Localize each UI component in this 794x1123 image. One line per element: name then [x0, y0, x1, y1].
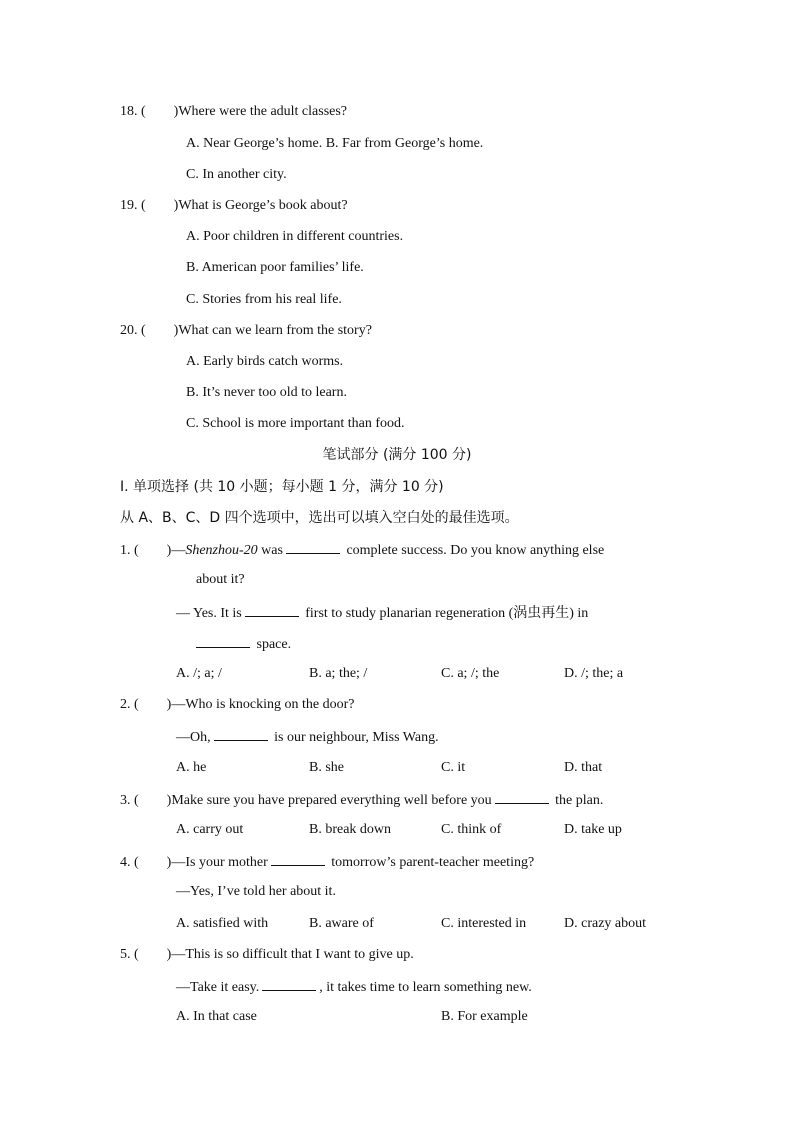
option-b: B. a; the; / — [309, 666, 368, 681]
option-line: A. Near George’s home. B. Far from George’s home. — [186, 136, 484, 151]
chinese-gloss: 涡虫再生 — [513, 605, 570, 621]
option-b: B. break down — [309, 822, 392, 837]
option-d: D. take up — [564, 822, 622, 837]
question-text: )—This is so difficult that I want to give up. — [166, 947, 414, 962]
question-20 — [120, 322, 372, 340]
answer-blank — [245, 603, 299, 617]
question-5 — [120, 946, 414, 964]
option-d: D. that — [564, 760, 603, 775]
answer-blank — [286, 540, 340, 554]
part-heading: I. 单项选择 (共 10 小题；每小题 1 分，满分 10 分) — [120, 479, 444, 495]
option-c: C. interested in — [441, 916, 527, 931]
option-a: A. /; a; / — [176, 666, 222, 681]
option-b: B. aware of — [309, 916, 374, 931]
section-title: 笔试部分 (满分 100 分) — [322, 447, 472, 463]
answer-blank — [262, 977, 316, 991]
question-number: 3. ( — [120, 793, 139, 808]
answer-line: —Take it easy. , it takes time to learn something new. — [176, 977, 532, 997]
question-text: )What is George’s book about? — [173, 198, 348, 213]
question-1: 1. ( )—Shenzhou-20 was complete success. Do you know anything else — [120, 540, 604, 560]
question-3: 3. ( )Make sure you have prepared everything well before you the plan. — [120, 790, 603, 810]
answer-line: —Oh, is our neighbour, Miss Wang. — [176, 727, 439, 747]
option-b: B. For example — [441, 1009, 528, 1024]
option-line: C. In another city. — [186, 167, 287, 182]
question-18 — [120, 103, 347, 121]
question-2 — [120, 696, 354, 714]
answer-line: —Yes, I’ve told her about it. — [176, 884, 336, 899]
answer-blank — [271, 852, 325, 866]
question-text: )Where were the adult classes? — [173, 104, 348, 119]
option-line: C. Stories from his real life. — [186, 292, 342, 307]
option-line: A. Early birds catch worms. — [186, 354, 344, 369]
option-a: A. carry out — [176, 822, 244, 837]
question-19 — [120, 197, 348, 215]
option-c: C. think of — [441, 822, 502, 837]
italic-term: Shenzhou-20 — [185, 543, 258, 558]
option-line: B. American poor families’ life. — [186, 260, 364, 275]
option-line: C. School is more important than food. — [186, 416, 405, 431]
option-d: D. /; the; a — [564, 666, 624, 681]
option-a: A. he — [176, 760, 207, 775]
question-number: 20. ( — [120, 323, 146, 338]
option-a: A. satisfied with — [176, 916, 269, 931]
option-b: B. she — [309, 760, 344, 775]
question-number: 1. ( — [120, 543, 139, 558]
answer-line-continued: space. — [193, 634, 291, 654]
question-4: 4. ( )—Is your mother tomorrow’s parent-teacher meeting? — [120, 852, 534, 872]
question-number: 5. ( — [120, 947, 139, 962]
answer-blank — [214, 727, 268, 741]
option-line: A. Poor children in different countries. — [186, 229, 404, 244]
answer-blank — [196, 634, 250, 648]
question-number: 18. ( — [120, 104, 146, 119]
question-number: 4. ( — [120, 855, 139, 870]
question-text: )What can we learn from the story? — [173, 323, 372, 338]
question-number: 2. ( — [120, 697, 139, 712]
option-a: A. In that case — [176, 1009, 257, 1024]
option-line: B. It’s never too old to learn. — [186, 385, 347, 400]
option-c: C. a; /; the — [441, 666, 500, 681]
option-d: D. crazy about — [564, 916, 647, 931]
option-c: C. it — [441, 760, 466, 775]
answer-line: — Yes. It is first to study planarian regeneration (涡虫再生) in — [176, 605, 589, 621]
answer-blank — [495, 790, 549, 804]
question-text: )—Who is knocking on the door? — [166, 697, 355, 712]
question-number: 19. ( — [120, 198, 146, 213]
question-text-continued: about it? — [196, 572, 245, 587]
part-instruction: 从 A、B、C、D 四个选项中，选出可以填入空白处的最佳选项。 — [120, 510, 519, 526]
